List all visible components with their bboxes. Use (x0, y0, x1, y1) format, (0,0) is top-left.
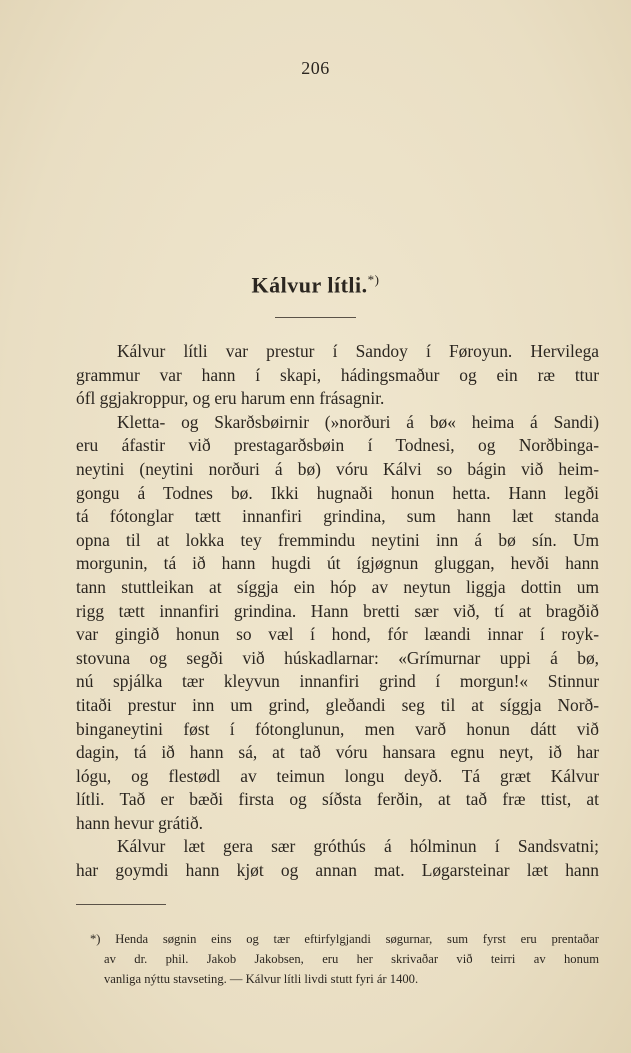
footnote-line: av dr. phil. Jakob Jakobsen, eru her skrivaðar við teirri av honum (104, 952, 599, 966)
page-number: 206 (301, 58, 330, 78)
text-line: tann stuttleikan at síggja ein hóp av neytun liggja dottin um (76, 576, 599, 597)
text-line: lítli. Tað er bæði firsta og síðsta ferðin, at tað fræ ttist, at (76, 789, 599, 810)
footnote (76, 929, 599, 989)
text-line: tá fótonglar tætt innanfiri grindina, sum hann læt standa (76, 506, 599, 527)
text-line: morgunin, tá ið hann hugdi út ígjøgnun gluggan, hevði hann (76, 553, 599, 574)
chapter-title-text: Kálvur lítli. (251, 272, 368, 298)
text-line: titaði prestur inn um grind, gleðandi seg til at síggja Norð- (76, 694, 599, 715)
text-line: var gingið honun so væl í hond, fór læandi innar í royk- (76, 624, 599, 645)
text-line: stovuna og segði við húskadlarnar: «Grímurnar uppi á bø, (76, 647, 599, 668)
text-line: nú spjálka tær kleyvun innanfiri grind í morgun!« Stinnur (76, 671, 599, 692)
title-divider (275, 317, 356, 318)
text-line: grammur var hann í skapi, hádingsmaður og ein ræ ttur (76, 364, 599, 385)
text-line: ófl ggjakroppur, og eru harum enn frásagnir. (76, 388, 385, 409)
text-line: neytini (neytini norðuri á bø) vóru Kálvi so bágin við heim- (76, 458, 599, 479)
footnote-line: *) Henda søgnin eins og tær eftirfylgjandi søgurnar, sum fyrst eru prentaðar (90, 932, 599, 946)
text-line: binganeytini føst í fótonglunun, men varð honun dátt við (76, 718, 599, 739)
footnote-divider (76, 904, 166, 905)
text-line: Kletta- og Skarðsbøirnir (»norðuri á bø« heima á Sandi) (117, 411, 599, 432)
text-line: Kálvur lítli var prestur í Sandoy í Føroyun. Hervilega (117, 341, 599, 361)
text-line: hann hevur grátið. (76, 812, 204, 833)
text-line: gongu á Todnes bø. Ikki hugnaði honun hetta. Hann legði (76, 482, 599, 503)
text-line: eru áfastir við prestagarðsbøin í Todnesi, og Norðbinga- (76, 435, 599, 456)
text-line: opna til at lokka tey fremmindu neytini inn á bø sín. Um (76, 529, 599, 550)
text-line: lógu, og flestødl av teimun longu deyð. Tá græt Kálvur (76, 765, 599, 786)
text-line: dagin, tá ið hann sá, at tað vóru hansara egnu neyt, ið har (76, 742, 599, 763)
text-line: har goymdi hann kjøt og annan mat. Løgarsteinar læt hann (76, 860, 599, 881)
footnote-reference: *) (367, 272, 380, 287)
footnote-line: vanliga nýttu stavseting. — Kálvur lítli livdi stutt fyri ár 1400. (104, 972, 419, 986)
text-line: rigg tætt innanfiri grindina. Hann bretti sær við, tí at bragðið (76, 600, 599, 621)
text-line: Kálvur læt gera sær gróthús á hólminun í Sandsvatni; (117, 836, 599, 857)
chapter-title (0, 272, 631, 298)
body-text (76, 340, 599, 883)
